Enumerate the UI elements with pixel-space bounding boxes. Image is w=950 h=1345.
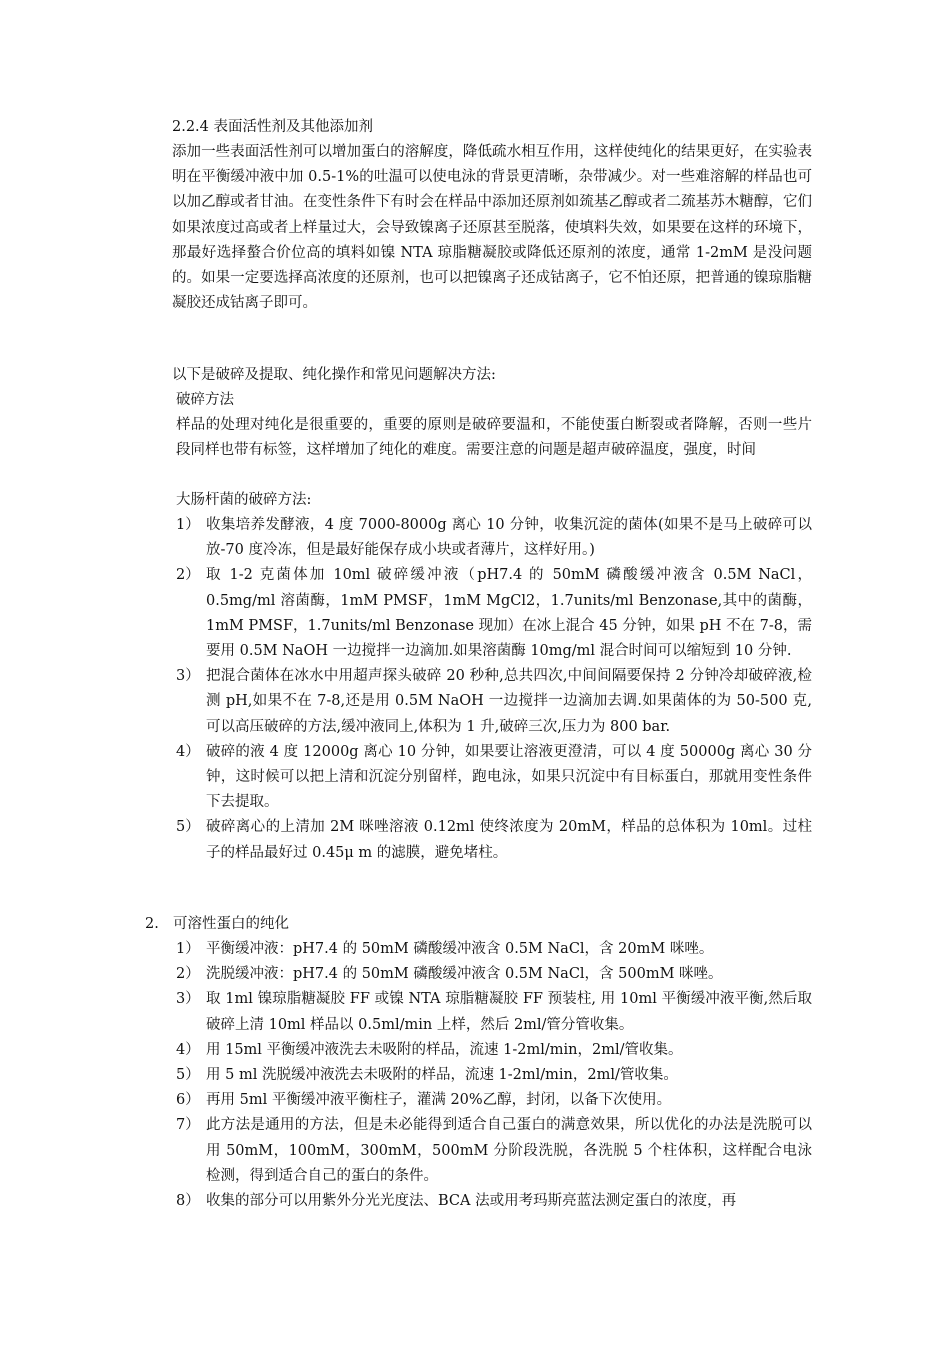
step-text: 把混合菌体在冰水中用超声探头破碎 20 秒种,总共四次,中间间隔要保持 2 分钟冷却破碎液,检测 pH,如果不在 7-8,还是用 0.5M NaOH 一边搅拌一边滴加去调.如果菌体的为 50-500 克,可以高压破碎的方法,缓冲液同上,体积为 1 升,破碎三次,压力为 800 bar. (206, 668, 812, 735)
step-text: 破碎的液 4 度 12000g 离心 10 分钟，如果要让溶液更澄清，可以 4 度 50000g 离心 30 分钟，这时候可以把上清和沉淀分别留样，跑电泳，如果只沉淀中有目标蛋白，那就用变性条件下去提取。 (206, 743, 812, 811)
section-2-heading (145, 912, 289, 937)
section-title: 可溶性蛋白的纯化 (173, 916, 289, 932)
list-item (176, 1038, 812, 1063)
step-number: 6） (176, 1092, 200, 1109)
list-item (176, 937, 812, 962)
step-number: 5） (176, 1067, 200, 1084)
step-text: 再用 5ml 平衡缓冲液平衡柱子，灌满 20%乙醇，封闭，以备下次使用。 (206, 1092, 672, 1109)
purification-steps-list (176, 937, 812, 1214)
step-text: 用 5 ml 洗脱缓冲液洗去未吸附的样品，流速 1-2ml/min，2ml/管收集。 (206, 1067, 678, 1084)
additives-paragraph: 添加一些表面活性剂可以增加蛋白的溶解度，降低疏水相互作用，这样使纯化的结果更好，在实验表明在平衡缓冲液中加 0.5-1%的吐温可以使电泳的背景更清晰，杂带减少。对一些难溶解的样品也可以加乙醇或者甘油。在变性条件下有时会在样品中添加还原剂如巯基乙醇或者二巯基苏木糖醇，它们如果浓度过高或者上样量过大，会导致镍离子还原甚至脱落，使填料失效，如果要在这样的环境下，那最好选择螯合价位高的填料如镍 NTA 琼脂糖凝胶或降低还原剂的浓度，通常 1-2mM 是没问题的。如果一定要选择高浓度的还原剂，也可以把镍离子还成钴离子，它不怕还原，把普通的镍琼脂糖凝胶还成钴离子即可。 (172, 144, 812, 312)
step-number: 2） (176, 567, 200, 584)
list-item (176, 740, 812, 816)
step-number: 4） (176, 1041, 200, 1058)
step-text: 取 1ml 镍琼脂糖凝胶 FF 或镍 NTA 琼脂糖凝胶 FF 预装柱, 用 10ml 平衡缓冲液平衡,然后取破碎上清 10ml 样品以 0.5ml/min 上样，然后 2ml/管分管收集。 (206, 991, 812, 1033)
list-item (176, 815, 812, 865)
list-item (176, 1189, 812, 1214)
list-item (176, 962, 812, 987)
step-number: 3） (176, 668, 200, 685)
section-heading: 2.2.4 表面活性剂及其他添加剂 (172, 119, 374, 135)
step-text: 此方法是通用的方法，但是未必能得到适合自己蛋白的满意效果，所以优化的办法是洗脱可以用 50mM，100mM，300mM，500mM 分阶段洗脱，各洗脱 5 个柱体积，这样配合电泳检测，得到适合自己的蛋白的条件。 (206, 1117, 812, 1184)
list-item (176, 664, 812, 740)
step-number: 8） (176, 1193, 200, 1210)
ecoli-title: 大肠杆菌的破碎方法: (176, 492, 312, 508)
step-text: 平衡缓冲液：pH7.4 的 50mM 磷酸缓冲液含 0.5M NaCl，含 20mM 咪唑。 (206, 941, 714, 957)
step-text: 取 1-2 克菌体加 10ml 破碎缓冲液（pH7.4 的 50mM 磷酸缓冲液含 0.5M NaCl，0.5mg/ml 溶菌酶，1mM PMSF，1mM MgCl2，1.7units/ml Benzonase,其中的菌酶，1mM PMSF，1.7units/ml Benzonase 现加）在冰上混合 45 分钟，如果 pH 不在 7-8，需要用 0.5M NaOH 一边搅拌一边滴加.如果溶菌酶 10mg/ml 混合时间可以缩短到 10 分钟. (206, 567, 812, 660)
step-text: 收集培养发酵液，4 度 7000-8000g 离心 10 分钟，收集沉淀的菌体(如果不是马上破碎可以放-70 度冷冻，但是最好能保存成小块或者薄片，这样好用。) (206, 517, 812, 559)
step-number: 5） (176, 819, 200, 836)
disruption-paragraph: 样品的处理对纯化是很重要的，重要的原则是破碎要温和，不能使蛋白断裂或者降解，否则一些片段同样也带有标签，这样增加了纯化的难度。需要注意的问题是超声破碎温度，强度，时间 (176, 417, 812, 459)
step-number: 4） (176, 743, 200, 760)
step-number: 1） (176, 517, 200, 533)
list-item (176, 1088, 812, 1113)
list-item (176, 563, 812, 664)
step-number: 7） (176, 1117, 200, 1134)
step-number: 1） (176, 941, 200, 957)
list-item (176, 1063, 812, 1088)
list-item (176, 1113, 812, 1189)
step-number: 3） (176, 991, 200, 1008)
disruption-title: 破碎方法 (176, 392, 234, 408)
list-item (176, 513, 812, 563)
step-text: 破碎离心的上清加 2M 咪唑溶液 0.12ml 使终浓度为 20mM，样品的总体积为 10ml。过柱子的样品最好过 0.45μ m 的滤膜，避免堵柱。 (206, 819, 812, 861)
step-text: 收集的部分可以用紫外分光光度法、BCA 法或用考玛斯亮蓝法测定蛋白的浓度，再 (206, 1193, 737, 1210)
section-number: 2. (145, 916, 159, 932)
step-text: 用 15ml 平衡缓冲液洗去未吸附的样品，流速 1-2ml/min，2ml/管收集。 (206, 1041, 683, 1058)
step-number: 2） (176, 966, 200, 983)
list-item (176, 987, 812, 1037)
intro-line: 以下是破碎及提取、纯化操作和常见问题解决方法: (172, 367, 496, 383)
disruption-steps-list (176, 513, 812, 866)
step-text: 洗脱缓冲液：pH7.4 的 50mM 磷酸缓冲液含 0.5M NaCl，含 500mM 咪唑。 (206, 966, 723, 983)
